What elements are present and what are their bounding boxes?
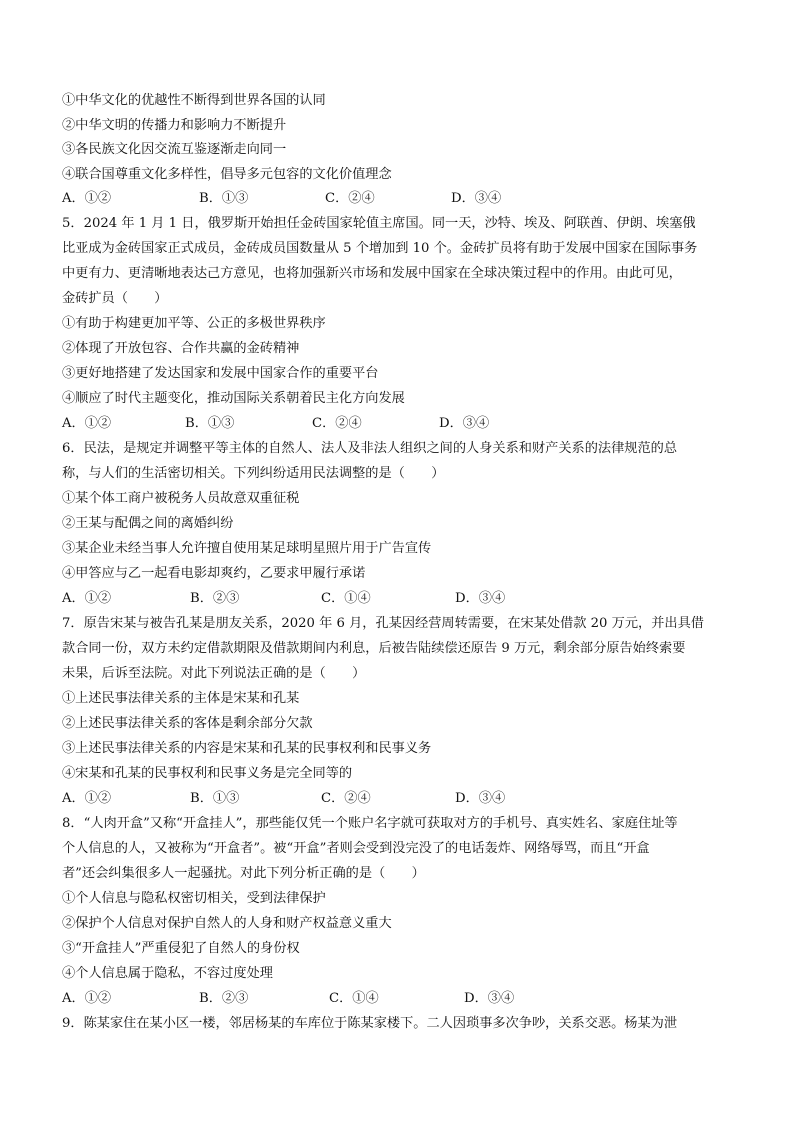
q7-option-b: B．①③	[190, 791, 240, 806]
q6-option-a: A．①②	[62, 591, 112, 606]
q8-option-b: B．②③	[199, 991, 249, 1006]
q7-item-2: ②上述民事法律关系的客体是剩余部分欠款	[62, 716, 313, 731]
q5-stem-line-4: 金砖扩员（ ）	[62, 291, 168, 306]
q4-item-2: ②中华文明的传播力和影响力不断提升	[62, 118, 287, 133]
q5-stem-line-1: 5．2024 年 1 月 1 日，俄罗斯开始担任金砖国家轮值主席国。同一天，沙特、埃及、阿联酋、伊朗、埃塞俄	[62, 216, 696, 231]
q5-item-3: ③更好地搭建了发达国家和发展中国家合作的重要平台	[62, 366, 379, 381]
q6-stem-line-2: 称，与人们的生活密切相关。下列纠纷适用民法调整的是（ ）	[62, 466, 445, 481]
q8-item-1: ①个人信息与隐私权密切相关，受到法律保护	[62, 891, 326, 906]
q4-item-1: ①中华文化的优越性不断得到世界各国的认同	[62, 93, 326, 108]
q6-option-d: D．③④	[455, 591, 506, 606]
q4-item-4: ④联合国尊重文化多样性，倡导多元包容的文化价值理念	[62, 167, 392, 182]
q8-stem-line-3: 者”还会纠集很多人一起骚扰。对此下列分析正确的是（ ）	[62, 866, 425, 881]
q6-item-2: ②王某与配偶之间的离婚纠纷	[62, 516, 234, 531]
q5-item-2: ②体现了开放包容、合作共赢的金砖精神	[62, 341, 300, 356]
q4-option-b: B．①③	[199, 191, 249, 206]
q4-item-3: ③各民族文化因交流互鉴逐渐走向同一	[62, 142, 287, 157]
q5-item-1: ①有助于构建更加平等、公正的多极世界秩序	[62, 316, 326, 331]
q9-stem-line-1: 9．陈某家住在某小区一楼，邻居杨某的车库位于陈某家楼下。二人因琐事多次争吵，关系交恶。杨某为泄	[62, 1016, 678, 1031]
q8-option-d: D．③④	[464, 991, 515, 1006]
q7-stem-line-1: 7．原告宋某与被告孔某是朋友关系，2020 年 6 月，孔某因经营周转需要，在宋某处借款 20 万元，并出具借	[62, 616, 704, 631]
q5-stem-line-2: 比亚成为金砖国家正式成员，金砖成员国数量从 5 个增加到 10 个。金砖扩员将有助于发展中国家在国际事务	[62, 241, 698, 256]
q8-item-2: ②保护个人信息对保护自然人的人身和财产权益意义重大	[62, 916, 392, 931]
q8-item-3: ③“开盒挂人”严重侵犯了自然人的身份权	[62, 941, 300, 956]
q6-option-b: B．②③	[190, 591, 240, 606]
q6-item-1: ①某个体工商户被税务人员故意双重征税	[62, 491, 300, 506]
q8-stem-line-1: 8．“人肉开盒”又称“开盒挂人”，那些能仅凭一个账户名字就可获取对方的手机号、真实姓名、家庭住址等	[62, 816, 678, 831]
q7-option-c: C．②④	[321, 791, 371, 806]
q8-option-a: A．①②	[62, 991, 112, 1006]
q5-option-a: A．①②	[62, 416, 112, 431]
q7-item-1: ①上述民事法律关系的主体是宋某和孔某	[62, 691, 300, 706]
q7-item-4: ④宋某和孔某的民事权利和民事义务是完全同等的	[62, 766, 353, 781]
q5-option-b: B．①③	[185, 416, 235, 431]
q6-option-c: C．①④	[321, 591, 371, 606]
q4-option-d: D．③④	[451, 191, 502, 206]
q8-stem-line-2: 个人信息的人，又被称为“开盒者”。被“开盒”者则会受到没完没了的电话轰炸、网络辱骂，而且“开盒	[62, 841, 650, 856]
q6-stem-line-1: 6．民法，是规定并调整平等主体的自然人、法人及非法人组织之间的人身关系和财产关系的法律规范的总	[62, 441, 678, 456]
q7-stem-line-3: 未果，后诉至法院。对此下列说法正确的是（ ）	[62, 666, 366, 681]
q4-option-c: C．②④	[325, 191, 375, 206]
q6-item-4: ④甲答应与乙一起看电影却爽约，乙要求甲履行承诺	[62, 566, 366, 581]
q7-option-a: A．①②	[62, 791, 112, 806]
q5-option-d: D．③④	[439, 416, 490, 431]
q5-item-4: ④顺应了时代主题变化，推动国际关系朝着民主化方向发展	[62, 391, 405, 406]
q4-option-a: A．①②	[62, 191, 112, 206]
q7-option-d: D．③④	[455, 791, 506, 806]
q7-stem-line-2: 款合同一份，双方未约定借款期限及借款期间内利息，后被告陆续偿还原告 9 万元，剩余部分原告始终索要	[62, 641, 686, 656]
q8-item-4: ④个人信息属于隐私，不容过度处理	[62, 966, 273, 981]
q6-item-3: ③某企业未经当事人允许擅自使用某足球明星照片用于广告宣传	[62, 541, 432, 556]
q5-stem-line-3: 中更有力、更清晰地表达己方意见，也将加强新兴市场和发展中国家在全球决策过程中的作用。由此可见，	[62, 266, 682, 281]
q8-option-c: C．①④	[329, 991, 379, 1006]
q5-option-c: C．②④	[312, 416, 362, 431]
q7-item-3: ③上述民事法律关系的内容是宋某和孔某的民事权利和民事义务	[62, 741, 432, 756]
